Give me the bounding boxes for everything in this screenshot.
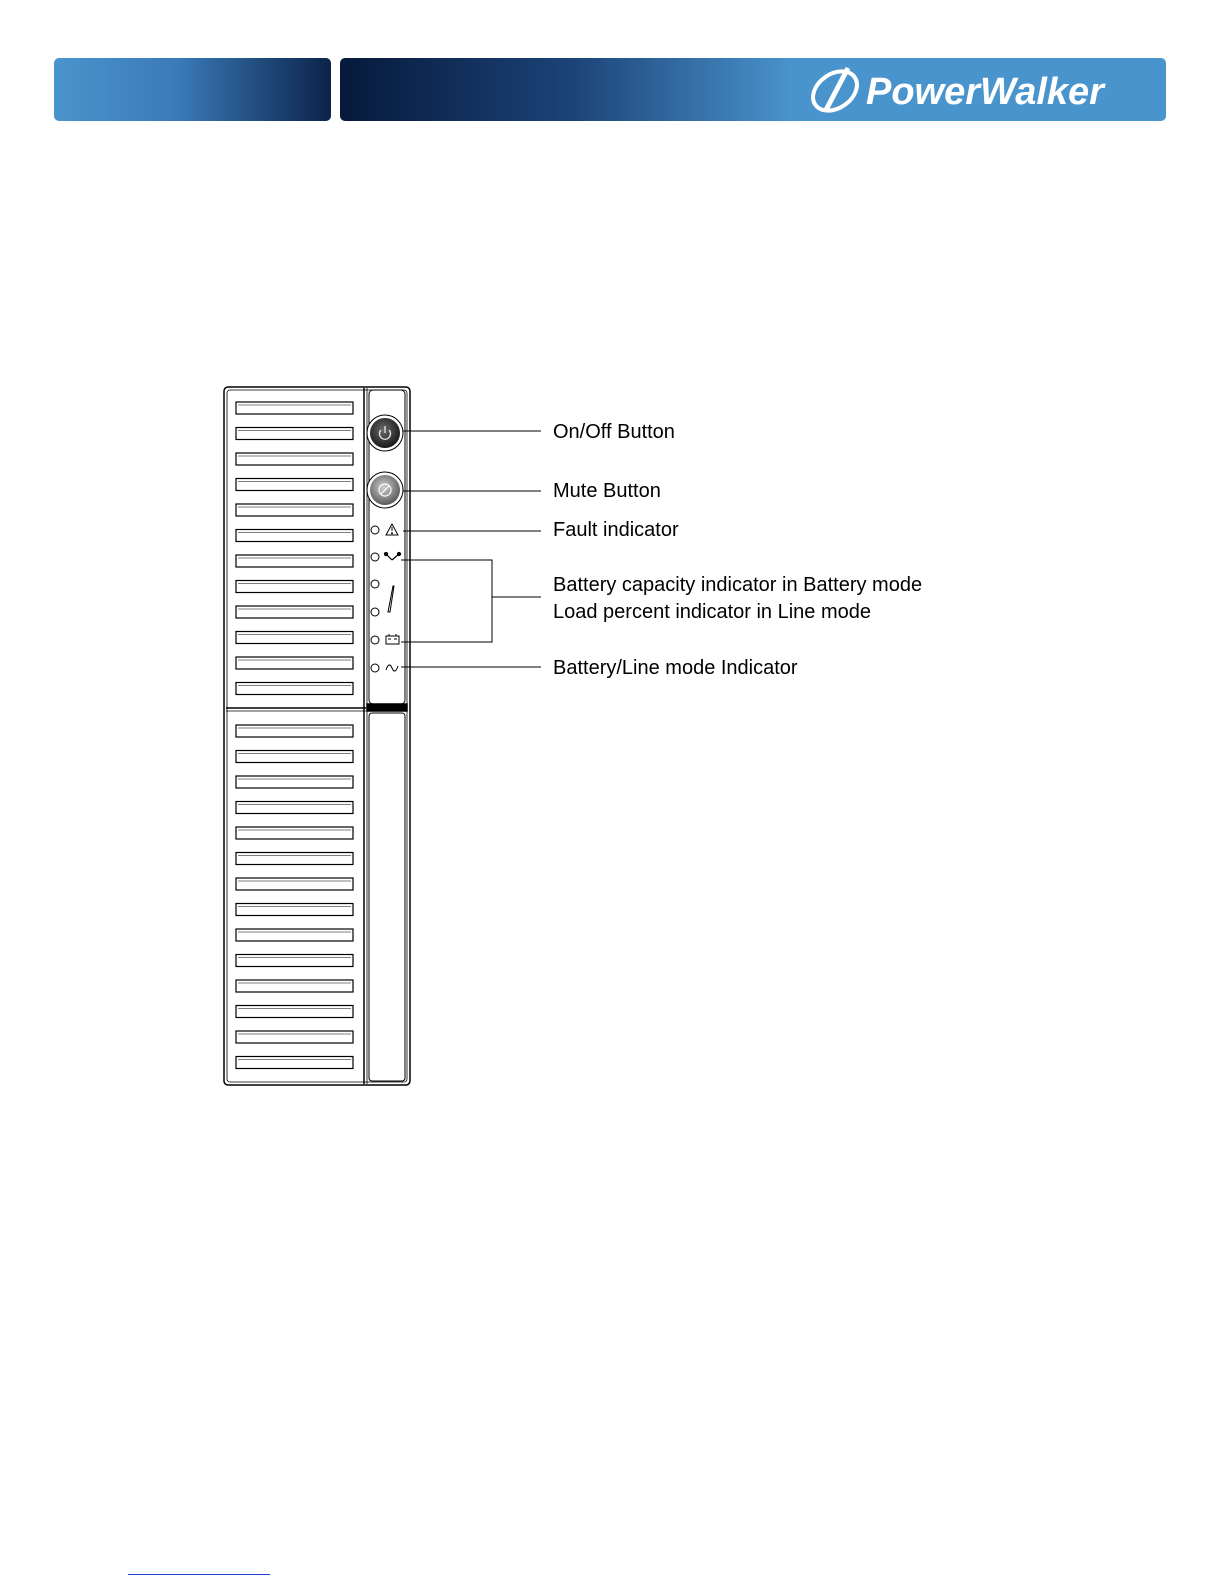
battery-icon [386, 634, 399, 644]
warning-icon [386, 524, 398, 535]
battery-capacity-label: Battery capacity indicator in Battery mode [553, 574, 923, 596]
vent-slot [236, 929, 353, 941]
vent-slot [236, 402, 353, 414]
vent-slot [236, 853, 353, 865]
onoff-label: On/Off Button [553, 421, 675, 443]
vent-slot [236, 530, 353, 542]
vent-slot [236, 453, 353, 465]
vent-slot [236, 632, 353, 644]
vent-slot [236, 1031, 353, 1043]
vent-slot [236, 776, 353, 788]
fault-led [371, 524, 398, 535]
vent-slot [236, 428, 353, 440]
vent-slot [236, 904, 353, 916]
vent-slot [236, 955, 353, 967]
vent-slot [236, 581, 353, 593]
vent-slot [236, 827, 353, 839]
vent-slot [236, 657, 353, 669]
vent-slot [236, 878, 353, 890]
vent-slot [236, 725, 353, 737]
load-bar-icon [388, 586, 394, 612]
mode-led [371, 664, 398, 672]
vent-slot [236, 479, 353, 491]
capacity-bracket [401, 560, 492, 642]
mute-button[interactable] [367, 472, 403, 508]
lower-vent-slots [236, 725, 353, 1069]
mode-label: Battery/Line mode Indicator [553, 657, 798, 679]
sine-wave-icon [386, 665, 398, 671]
load-percent-label: Load percent indicator in Line mode [553, 601, 871, 623]
footer-link-underline[interactable] [128, 1574, 270, 1575]
callout-lines [401, 431, 541, 667]
fault-label: Fault indicator [553, 519, 679, 541]
onoff-button[interactable] [367, 415, 403, 451]
vent-slot [236, 555, 353, 567]
battery-led [371, 634, 399, 644]
vent-slot [236, 1057, 353, 1069]
brand-name: PowerWalker [866, 71, 1104, 113]
vent-slot [236, 1006, 353, 1018]
vent-slot [236, 504, 353, 516]
vent-slot [236, 683, 353, 695]
vent-slot [236, 606, 353, 618]
vent-slot [236, 802, 353, 814]
overload-icon [385, 553, 401, 561]
upper-vent-slots [236, 402, 353, 695]
capacity-led-upper [371, 580, 379, 588]
overload-led [371, 553, 401, 562]
capacity-led-lower [371, 608, 379, 616]
mute-label: Mute Button [553, 480, 661, 502]
vent-slot [236, 751, 353, 763]
vent-slot [236, 980, 353, 992]
